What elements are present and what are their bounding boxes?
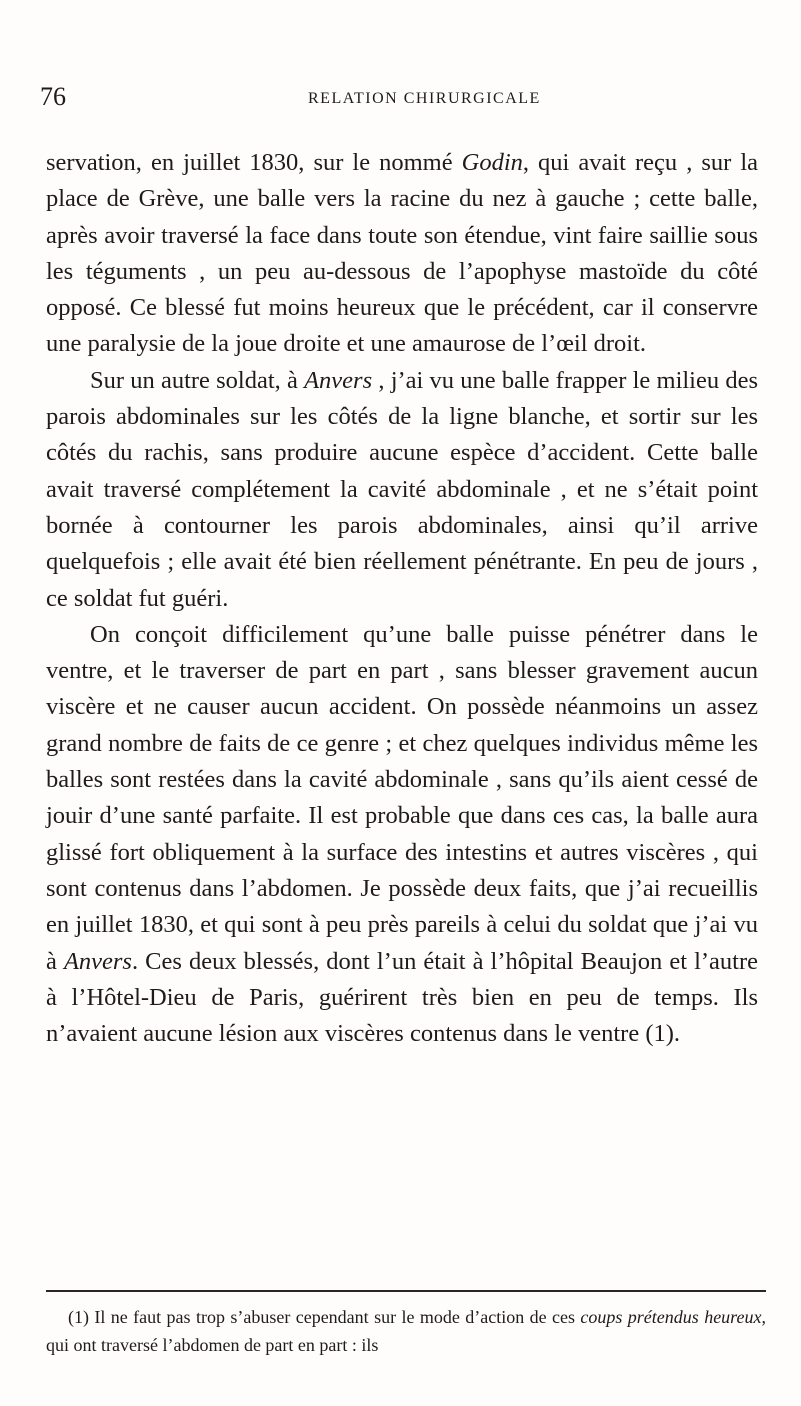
footnote-divider bbox=[46, 1290, 766, 1292]
running-title: RELATION CHIRURGICALE bbox=[308, 90, 541, 107]
paragraph-1: servation, en juillet 1830, sur le nommé Godin, qui avait reçu , sur la place de Grève, une balle vers la racine du nez à gauche ; cette balle, après avoir traversé la face dans toute son étendue, vint faire saillie sous les téguments , un peu au-dessous de l’apophyse mastoïde du côté opposé. Ce blessé fut moins heureux que le précédent, car il conservre une paralysie de la joue droite et une amaurose de l’œil droit. bbox=[46, 149, 759, 358]
italic-place: Anvers bbox=[63, 947, 132, 975]
page-number: 76 bbox=[40, 82, 66, 111]
paragraph-2: Sur un autre soldat, à Anvers , j’ai vu une balle frapper le milieu des parois abdominales sur les côtés de la ligne blanche, et sortir sur les côtés du rachis, sans produire aucune espèce d’accident. Cette balle avait traversé complétement la cavité abdominale , et ne s’était point bornée à contourner les parois abdominales, ainsi qu’il arrive quelquefois ; elle avait été bien réellement pénétrante. En peu de jours , ce soldat fut guéri. bbox=[46, 366, 758, 612]
italic-name: Godin bbox=[461, 149, 523, 176]
footnote-italic: coups prétendus heureux bbox=[580, 1307, 762, 1327]
body-text bbox=[46, 145, 758, 1052]
footnote: (1) Il ne faut pas trop s’abuser cependant sur le mode d’action de ces coups prétendus heureux, qui ont traversé l’abdomen de part en part : ils bbox=[46, 1307, 766, 1355]
italic-place: Anvers bbox=[304, 366, 373, 394]
paragraph-3: On conçoit difficilement qu’une balle puisse pénétrer dans le ventre, et le traverser de part en part , sans blesser gravement aucun viscère et ne causer aucun accident. On possède néanmoins un assez grand nombre de faits de ce genre ; et chez quelques individus même les balles sont restées dans la cavité abdominale , sans qu’ils aient cessé de jouir d’une santé parfaite. Il est probable que dans ces cas, la balle aura glissé fort obliquement à la surface des intestins et autres viscères , qui sont contenus dans l’abdomen. Je possède deux faits, que j’ai recueillis en juillet 1830, et qui sont à peu près pareils à celui du soldat que j’ai vu à Anvers. Ces deux blessés, dont l’un était à l’hôpital Beaujon et l’autre à l’Hôtel-Dieu de Paris, guérirent très bien en peu de temps. Ils n’avaient aucune lésion aux viscères contenus dans le ventre (1). bbox=[46, 620, 758, 1048]
running-head bbox=[40, 82, 760, 122]
